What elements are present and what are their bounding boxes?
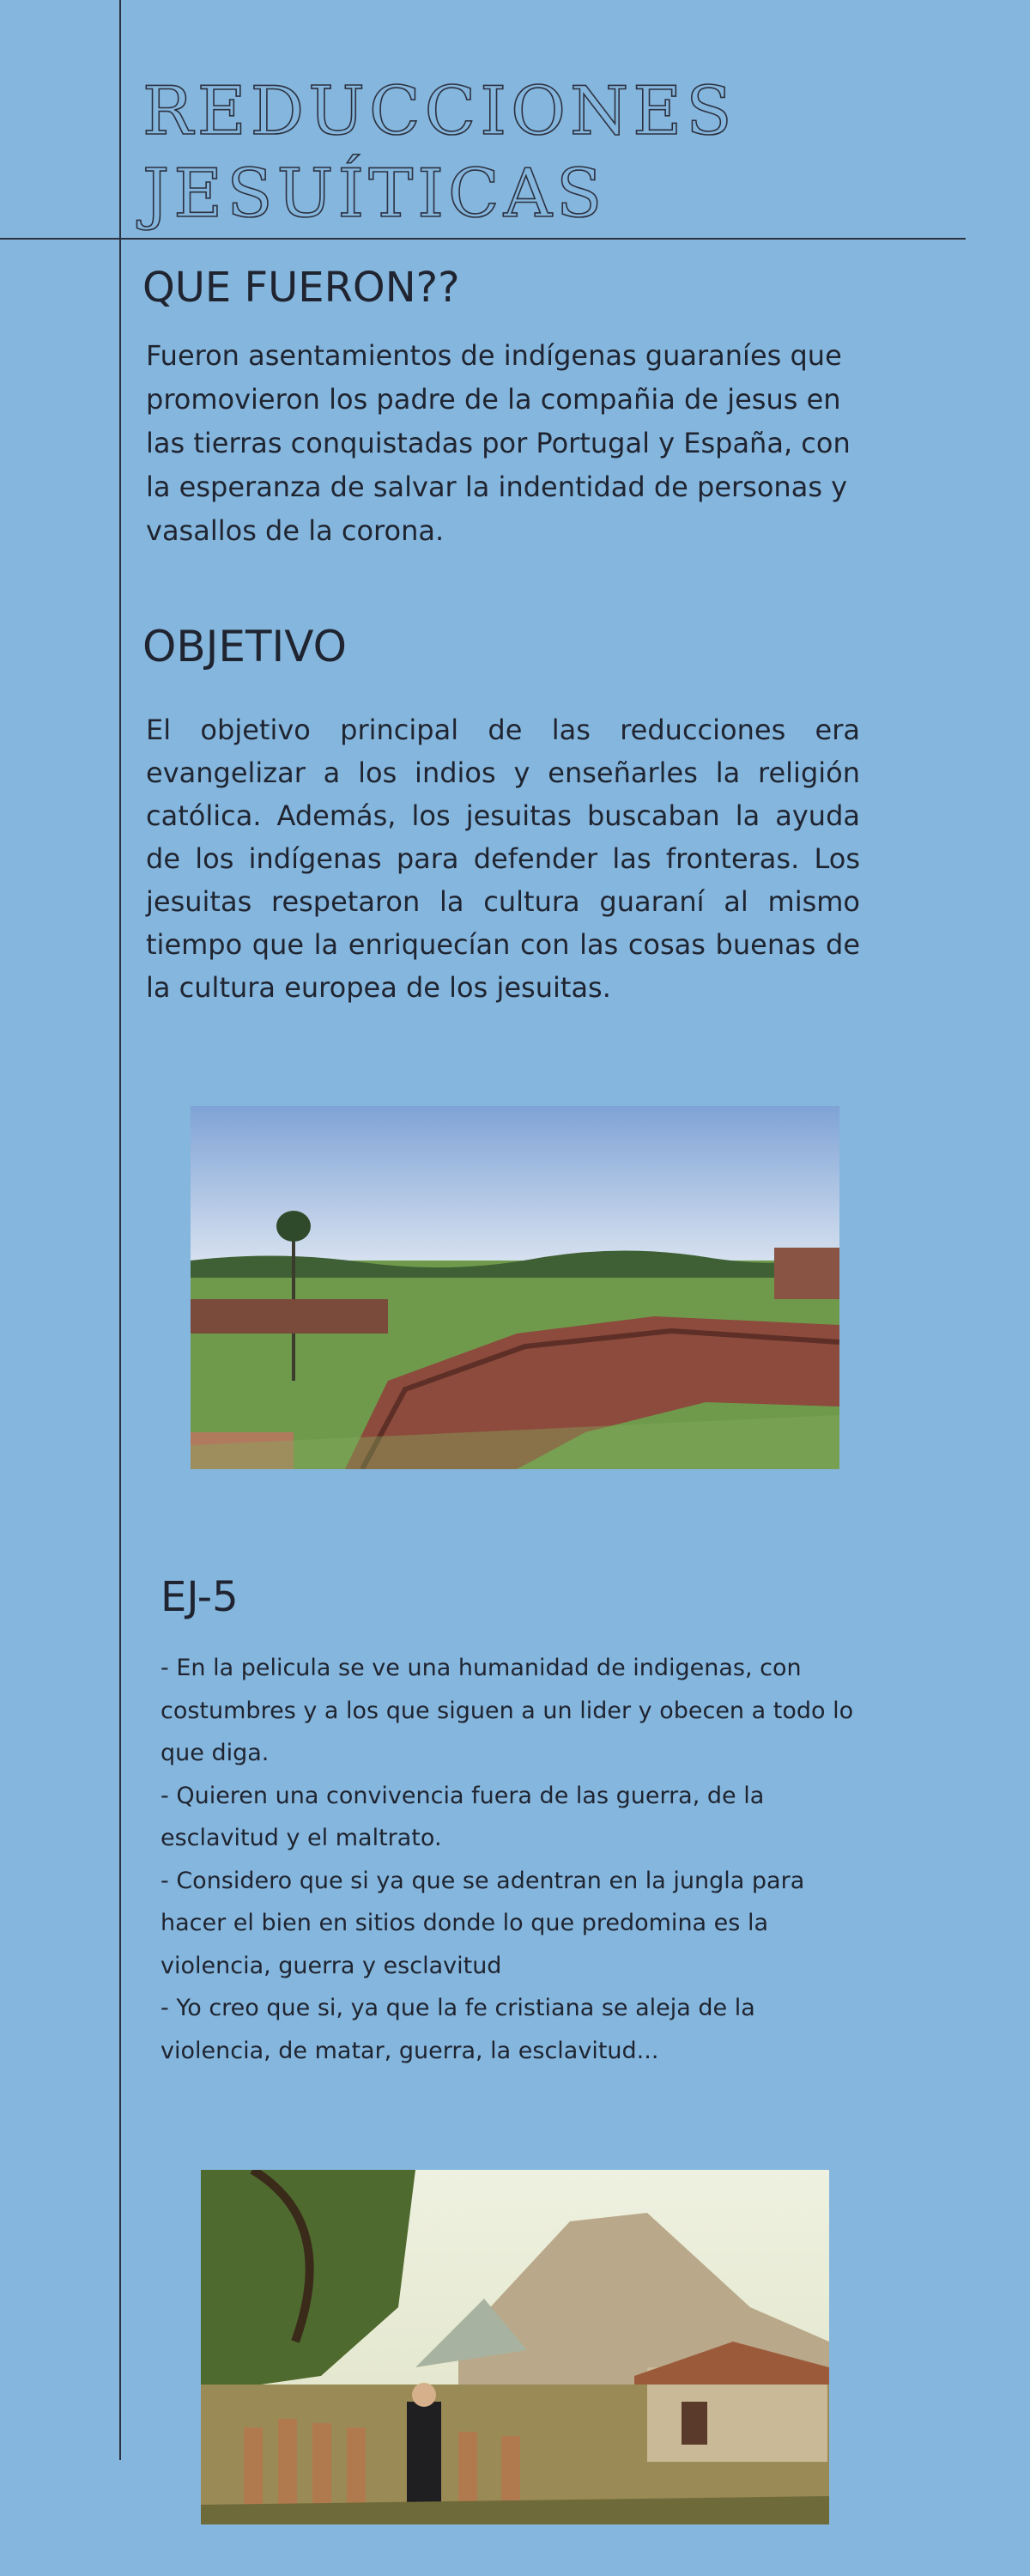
ej5-item: - Quieren una convivencia fuera de las guerra, de la esclavitud y el maltrato. [161,1782,765,1851]
que-fueron-heading: QUE FUERON?? [142,264,460,312]
horizontal-rule [0,238,966,240]
mission-painting [201,2170,829,2524]
page-title [142,70,915,235]
ej5-heading: EJ-5 [161,1573,239,1621]
vertical-rule [119,0,121,2460]
title-line-1: REDUCCIONES [142,73,736,150]
objetivo-heading: OBJETIVO [142,622,347,671]
ej5-item: - Considero que si ya que se adentran en la jungla para hacer el bien en sitios donde lo que predomina es la violencia, guerra y esclavitud [161,1867,805,1979]
que-fueron-text: Fueron asentamientos de indígenas guaraníes que promovieron los padre de la compañia de jesus en las tierras conquistadas por Portugal y España, con la esperanza de salvar la indentidad de personas y vasallos de la corona. [146,339,851,547]
ej5-item: - En la pelicula se ve una humanidad de indigenas, con costumbres y a los que siguen a un lider y obecen a todo lo que diga. [161,1655,854,1766]
objetivo-text: El objetivo principal de las reducciones era evangelizar a los indios y enseñarles la religión católica. Además, los jesuitas buscaban la ayuda de los indígenas para defender las fronteras. Los jesuitas respetaron la cultura guaraní al mismo tiempo que la enriquecían con las cosas buenas de la cultura europea de los jesuitas. [146,714,860,1004]
ej5-list [161,1647,873,2072]
ej5-item: - Yo creo que si, ya que la fe cristiana se aleja de la violencia, de matar, guerra, la esclavitud... [161,1995,755,2064]
ruins-photo [191,1106,839,1469]
title-line-2: JESUÍTICAS [142,155,607,233]
